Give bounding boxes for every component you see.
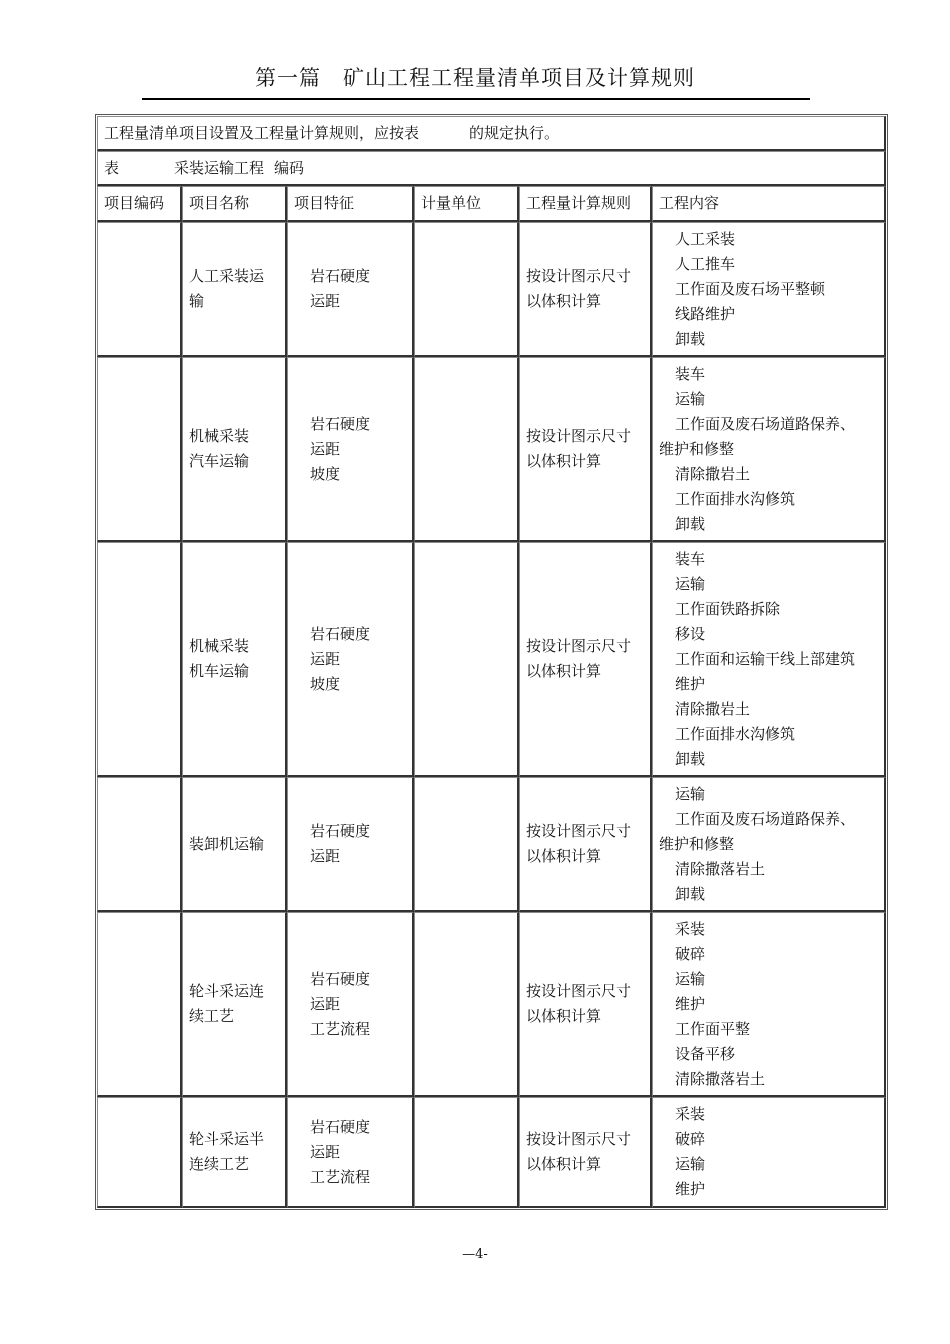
table-cell-code xyxy=(97,912,182,1097)
content-line: 工作面铁路拆除 xyxy=(675,599,781,618)
name-line: 轮斗采运连 xyxy=(189,982,265,1000)
table-cell-rule xyxy=(519,357,652,542)
feature-line: 坡度 xyxy=(310,464,341,483)
feature-line: 工艺流程 xyxy=(310,1167,371,1186)
table-cell-unit xyxy=(414,1097,519,1208)
table-cell-code xyxy=(97,222,182,357)
name-line: 轮斗采运半 xyxy=(189,1130,265,1148)
table-cell-feature xyxy=(287,1097,414,1208)
content-line: 采装 xyxy=(675,919,706,938)
table-cell-name xyxy=(182,777,287,912)
column-header-label: 工程量计算规则 xyxy=(526,194,632,212)
feature-line: 运距 xyxy=(310,439,341,458)
content-line: 维护和修整 xyxy=(659,439,735,458)
name-line: 人工采装运 xyxy=(189,267,265,285)
table-cell-unit xyxy=(414,777,519,912)
content-line: 采装 xyxy=(675,1105,706,1123)
table-cell-name xyxy=(182,357,287,542)
table-cell-code xyxy=(97,777,182,912)
table-cell-rule xyxy=(519,222,652,357)
rule-line: 按设计图示尺寸 xyxy=(526,822,632,840)
table-cell-code xyxy=(97,542,182,777)
table-cell-rule xyxy=(519,542,652,777)
rule-line: 按设计图示尺寸 xyxy=(526,1130,632,1148)
intro-text-before: 工程量清单项目设置及工程量计算规则，应按表 xyxy=(104,123,420,142)
content-line: 人工采装 xyxy=(675,229,736,248)
column-header-unit xyxy=(414,186,519,222)
content-line: 装车 xyxy=(675,364,706,383)
table-cell-feature xyxy=(287,912,414,1097)
table-cell-content xyxy=(652,222,886,357)
column-header-rule xyxy=(519,186,652,222)
feature-line: 运距 xyxy=(310,847,341,865)
name-line: 装卸机运输 xyxy=(189,834,265,853)
feature-line: 运距 xyxy=(310,1142,341,1161)
table-cell-name xyxy=(182,542,287,777)
table-cell-content xyxy=(652,1097,886,1208)
caption-suffix: 编码 xyxy=(274,158,305,177)
content-line: 清除撒岩土 xyxy=(675,699,751,718)
content-line: 工作面及废石场平整顿 xyxy=(675,279,826,298)
content-line: 工作面排水沟修筑 xyxy=(675,489,796,508)
content-line: 人工推车 xyxy=(675,254,736,273)
feature-line: 工艺流程 xyxy=(310,1019,371,1038)
content-line: 维护 xyxy=(675,994,706,1013)
table-caption-row xyxy=(97,151,886,186)
name-line: 输 xyxy=(189,292,205,310)
column-header-label: 工程内容 xyxy=(659,194,720,212)
rule-line: 以体积计算 xyxy=(526,1155,602,1173)
content-line: 运输 xyxy=(675,784,706,803)
rule-line: 按设计图示尺寸 xyxy=(526,267,632,285)
table-cell-unit xyxy=(414,912,519,1097)
name-line: 机械采装 xyxy=(189,637,250,655)
content-line: 工作面排水沟修筑 xyxy=(675,724,796,743)
content-line: 维护 xyxy=(675,674,706,693)
content-line: 卸载 xyxy=(675,749,706,768)
name-line: 续工艺 xyxy=(189,1007,235,1025)
content-line: 运输 xyxy=(675,574,706,593)
column-header-label: 计量单位 xyxy=(421,194,482,212)
column-header-content xyxy=(652,186,886,222)
content-line: 设备平移 xyxy=(675,1044,736,1063)
table-cell-feature xyxy=(287,222,414,357)
content-line: 清除撒落岩土 xyxy=(675,859,766,878)
column-header-label: 项目特征 xyxy=(294,194,355,212)
content-line: 工作面及废石场道路保养、 xyxy=(675,414,856,433)
content-line: 装车 xyxy=(675,549,706,568)
rule-line: 以体积计算 xyxy=(526,662,602,680)
table-cell-unit xyxy=(414,357,519,542)
feature-line: 运距 xyxy=(310,994,341,1013)
content-line: 卸载 xyxy=(675,514,706,533)
table-cell-feature xyxy=(287,542,414,777)
content-line: 破碎 xyxy=(675,1130,706,1148)
name-line: 机车运输 xyxy=(189,662,250,680)
content-line: 工作面平整 xyxy=(675,1019,751,1038)
feature-line: 岩石硬度 xyxy=(310,414,371,433)
table-cell-code xyxy=(97,357,182,542)
name-line: 汽车运输 xyxy=(189,452,250,470)
column-header-label: 项目名称 xyxy=(189,194,250,212)
table-cell-code xyxy=(97,1097,182,1208)
content-line: 清除撒落岩土 xyxy=(675,1069,766,1088)
page-number: —4- xyxy=(462,1247,488,1262)
table-cell-name xyxy=(182,1097,287,1208)
table-cell-rule xyxy=(519,777,652,912)
content-line: 工作面及废石场道路保养、 xyxy=(675,809,856,828)
intro-row xyxy=(97,116,886,151)
rule-line: 以体积计算 xyxy=(526,452,602,470)
table-cell-unit xyxy=(414,542,519,777)
feature-line: 岩石硬度 xyxy=(310,267,371,285)
content-line: 维护 xyxy=(675,1180,706,1198)
column-header-feature xyxy=(287,186,414,222)
content-line: 维护和修整 xyxy=(659,834,735,853)
table-cell-content xyxy=(652,777,886,912)
column-header-label: 项目编码 xyxy=(104,194,165,212)
content-line: 线路维护 xyxy=(675,304,736,323)
content-line: 卸载 xyxy=(675,329,706,348)
table-cell-rule xyxy=(519,912,652,1097)
content-line: 清除撒岩土 xyxy=(675,464,751,483)
feature-line: 岩石硬度 xyxy=(310,822,371,840)
name-line: 机械采装 xyxy=(189,427,250,445)
table-cell-feature xyxy=(287,777,414,912)
content-line: 破碎 xyxy=(675,944,706,963)
rule-line: 以体积计算 xyxy=(526,1007,602,1025)
feature-line: 坡度 xyxy=(310,674,341,693)
feature-line: 岩石硬度 xyxy=(310,1117,371,1136)
table-cell-name xyxy=(182,912,287,1097)
title-underline xyxy=(142,98,810,100)
table-cell-unit xyxy=(414,222,519,357)
table-cell-content xyxy=(652,357,886,542)
feature-line: 岩石硬度 xyxy=(310,624,371,643)
intro-text-after: 的规定执行。 xyxy=(469,123,560,142)
caption-title: 采装运输工程 xyxy=(174,158,265,177)
caption-prefix: 表 xyxy=(104,158,120,177)
table-cell-content xyxy=(652,542,886,777)
content-line: 移设 xyxy=(675,624,706,643)
content-line: 运输 xyxy=(675,969,706,988)
table-cell-name xyxy=(182,222,287,357)
rule-line: 按设计图示尺寸 xyxy=(526,982,632,1000)
rule-line: 以体积计算 xyxy=(526,292,602,310)
rule-line: 按设计图示尺寸 xyxy=(526,637,632,655)
table-cell-rule xyxy=(519,1097,652,1208)
content-line: 运输 xyxy=(675,1155,706,1173)
feature-line: 运距 xyxy=(310,649,341,668)
content-line: 工作面和运输干线上部建筑 xyxy=(675,649,856,668)
rule-line: 以体积计算 xyxy=(526,847,602,865)
feature-line: 运距 xyxy=(310,292,341,310)
content-line: 运输 xyxy=(675,389,706,408)
column-header-name xyxy=(182,186,287,222)
content-line: 卸载 xyxy=(675,884,706,903)
rule-line: 按设计图示尺寸 xyxy=(526,427,632,445)
column-header-code xyxy=(97,186,182,222)
feature-line: 岩石硬度 xyxy=(310,969,371,988)
table-cell-content xyxy=(652,912,886,1097)
name-line: 连续工艺 xyxy=(189,1155,250,1173)
page-title: 第一篇 矿山工程工程量清单项目及计算规则 xyxy=(255,66,695,90)
table-cell-feature xyxy=(287,357,414,542)
